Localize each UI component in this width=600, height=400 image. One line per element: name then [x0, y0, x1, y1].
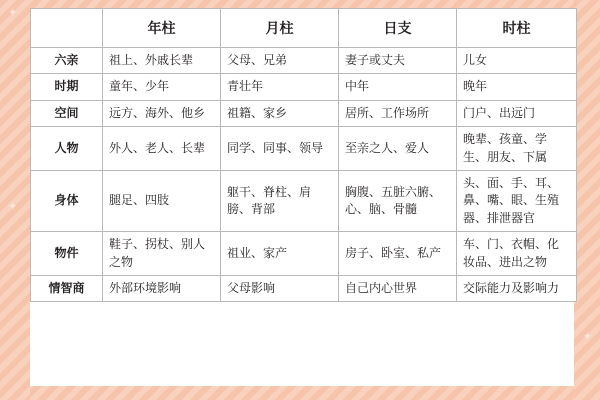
column-header-day-branch: 日支 [339, 9, 457, 48]
cell-liuqin-hour: 儿女 [457, 48, 577, 74]
cell-qingzhishang-day: 自己内心世界 [339, 275, 457, 301]
table-header [31, 9, 577, 48]
table-row [31, 127, 577, 171]
cell-renwu-hour: 晚辈、孩童、学生、朋友、下属 [457, 127, 577, 171]
cell-shenti-month: 躯干、脊柱、肩膀、背部 [221, 170, 339, 231]
column-header-month-pillar: 月柱 [221, 9, 339, 48]
row-header-shenti: 身体 [31, 170, 103, 231]
cell-shiqi-hour: 晚年 [457, 74, 577, 100]
column-header-year-pillar: 年柱 [103, 9, 221, 48]
decorative-mark-icon: ✦ [8, 7, 18, 19]
row-header-wujian: 物件 [31, 232, 103, 276]
cell-qingzhishang-month: 父母影响 [221, 275, 339, 301]
cell-liuqin-month: 父母、兄弟 [221, 48, 339, 74]
row-header-renwu: 人物 [31, 127, 103, 171]
table-row [31, 232, 577, 276]
cell-liuqin-year: 祖上、外戚长辈 [103, 48, 221, 74]
cell-shiqi-year: 童年、少年 [103, 74, 221, 100]
cell-shiqi-month: 青壮年 [221, 74, 339, 100]
decorative-border-bottom [0, 386, 600, 400]
table-corner-cell [31, 9, 103, 48]
decorative-mark-icon: ✦ [582, 331, 592, 343]
cell-shenti-day: 胸腹、五脏六腑、心、脑、骨髓 [339, 170, 457, 231]
row-header-shiqi: 时期 [31, 74, 103, 100]
cell-liuqin-day: 妻子或丈夫 [339, 48, 457, 74]
row-header-kongjian: 空间 [31, 100, 103, 126]
cell-kongjian-month: 祖籍、家乡 [221, 100, 339, 126]
table-body [31, 48, 577, 302]
cell-qingzhishang-hour: 交际能力及影响力 [457, 275, 577, 301]
table-row [31, 170, 577, 231]
four-pillars-table [30, 8, 577, 302]
table-header-row [31, 9, 577, 48]
cell-wujian-hour: 车、门、衣帽、化妆品、进出之物 [457, 232, 577, 276]
table-row [31, 74, 577, 100]
cell-qingzhishang-year: 外部环境影响 [103, 275, 221, 301]
cell-kongjian-hour: 门户、出远门 [457, 100, 577, 126]
cell-renwu-month: 同学、同事、领导 [221, 127, 339, 171]
cell-wujian-day: 房子、卧室、私产 [339, 232, 457, 276]
cell-shiqi-day: 中年 [339, 74, 457, 100]
row-header-qingzhishang: 情智商 [31, 275, 103, 301]
row-header-liuqin: 六亲 [31, 48, 103, 74]
table-row [31, 48, 577, 74]
cell-renwu-day: 至亲之人、爱人 [339, 127, 457, 171]
four-pillars-table-container [30, 8, 576, 302]
table-row [31, 100, 577, 126]
cell-kongjian-year: 远方、海外、他乡 [103, 100, 221, 126]
table-row [31, 275, 577, 301]
cell-renwu-year: 外人、老人、长辈 [103, 127, 221, 171]
cell-kongjian-day: 居所、工作场所 [339, 100, 457, 126]
cell-wujian-year: 鞋子、拐杖、别人之物 [103, 232, 221, 276]
cell-wujian-month: 祖业、家产 [221, 232, 339, 276]
decorative-mark-icon: ✦ [8, 201, 18, 213]
cell-shenti-hour: 头、面、手、耳、鼻、嘴、眼、生殖器、排泄器官 [457, 170, 577, 231]
column-header-hour-pillar: 时柱 [457, 9, 577, 48]
cell-shenti-year: 腿足、四肢 [103, 170, 221, 231]
